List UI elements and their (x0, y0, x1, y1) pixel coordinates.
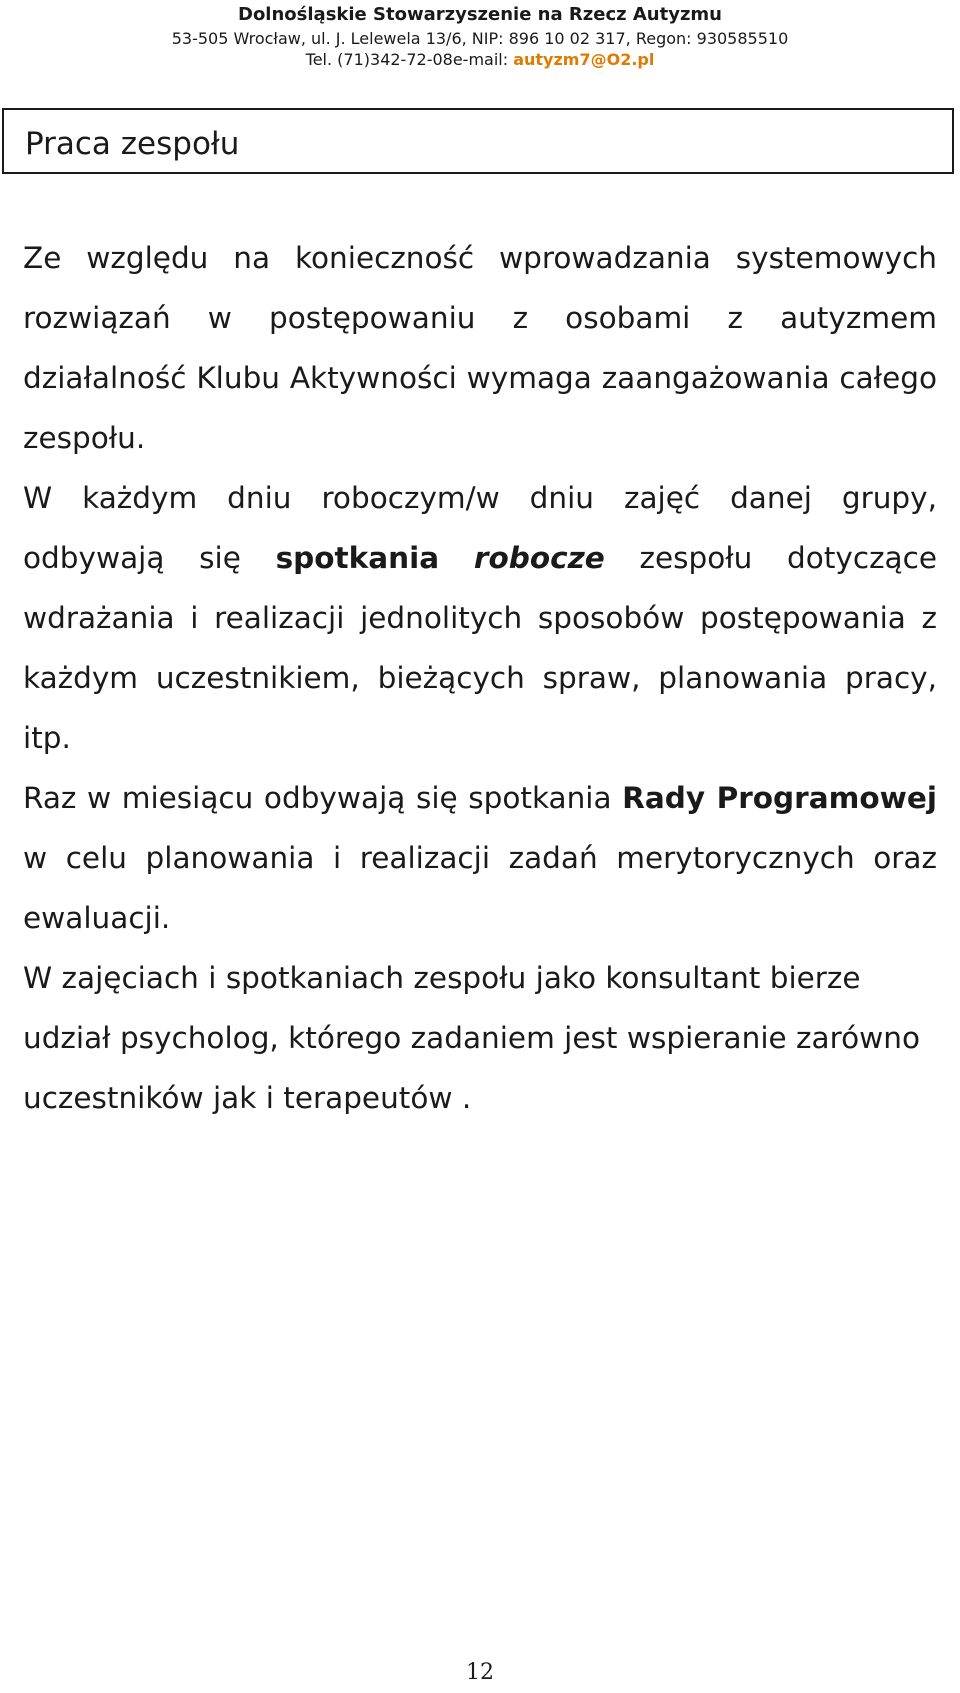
paragraph-3-text-a: Raz w miesiącu odbywają się spotkania (23, 781, 623, 815)
organization-name: Dolnośląskie Stowarzyszenie na Rzecz Autyzmu (238, 4, 722, 25)
paragraph-2-text-b: zespołu dotyczące wdrażania i realizacji jednolitych sposobów postępowania z każdym uczestnikiem, bieżących spraw, planowania pracy, itp. (23, 541, 937, 755)
paragraph-4: W zajęciach i spotkaniach zespołu jako konsultant bierze udział psycholog, którego zadaniem jest wspieranie zarówno uczestników jak i terapeutów . (23, 961, 920, 1115)
phone-label: Tel. (71)342-72-08e-mail: (305, 50, 514, 69)
address-line: 53-505 Wrocław, ul. J. Lelewela 13/6, NIP: 896 10 02 317, Regon: 930585510 (171, 29, 789, 48)
paragraph-2-text-a: W każdym dniu roboczym/w dniu zajęć danej grupy, odbywają się (23, 481, 937, 575)
body-text (23, 228, 937, 1128)
bold-spotkania: spotkania (275, 541, 440, 575)
bold-italic-robocze: robocze (473, 541, 605, 575)
paragraph-3 (23, 768, 937, 948)
space (439, 541, 474, 575)
paragraph-2 (23, 468, 937, 768)
paragraph-1: Ze względu na konieczność wprowadzania systemowych rozwiązań w postępowaniu z osobami z autyzmem działalność Klubu Aktywności wymaga zaangażowania całego zespołu. (23, 241, 937, 455)
email-link[interactable]: autyzm7@O2.pl (513, 50, 655, 69)
letterhead (0, 2, 960, 70)
paragraph-3-text-b: w celu planowania i realizacji zadań merytorycznych oraz ewaluacji. (23, 841, 937, 935)
bold-rady-programowej: Rady Programowej (622, 781, 938, 815)
section-header-box (2, 108, 954, 174)
page-number: 12 (466, 1660, 494, 1685)
section-title: Praca zespołu (25, 126, 240, 162)
contact-line (0, 49, 960, 70)
